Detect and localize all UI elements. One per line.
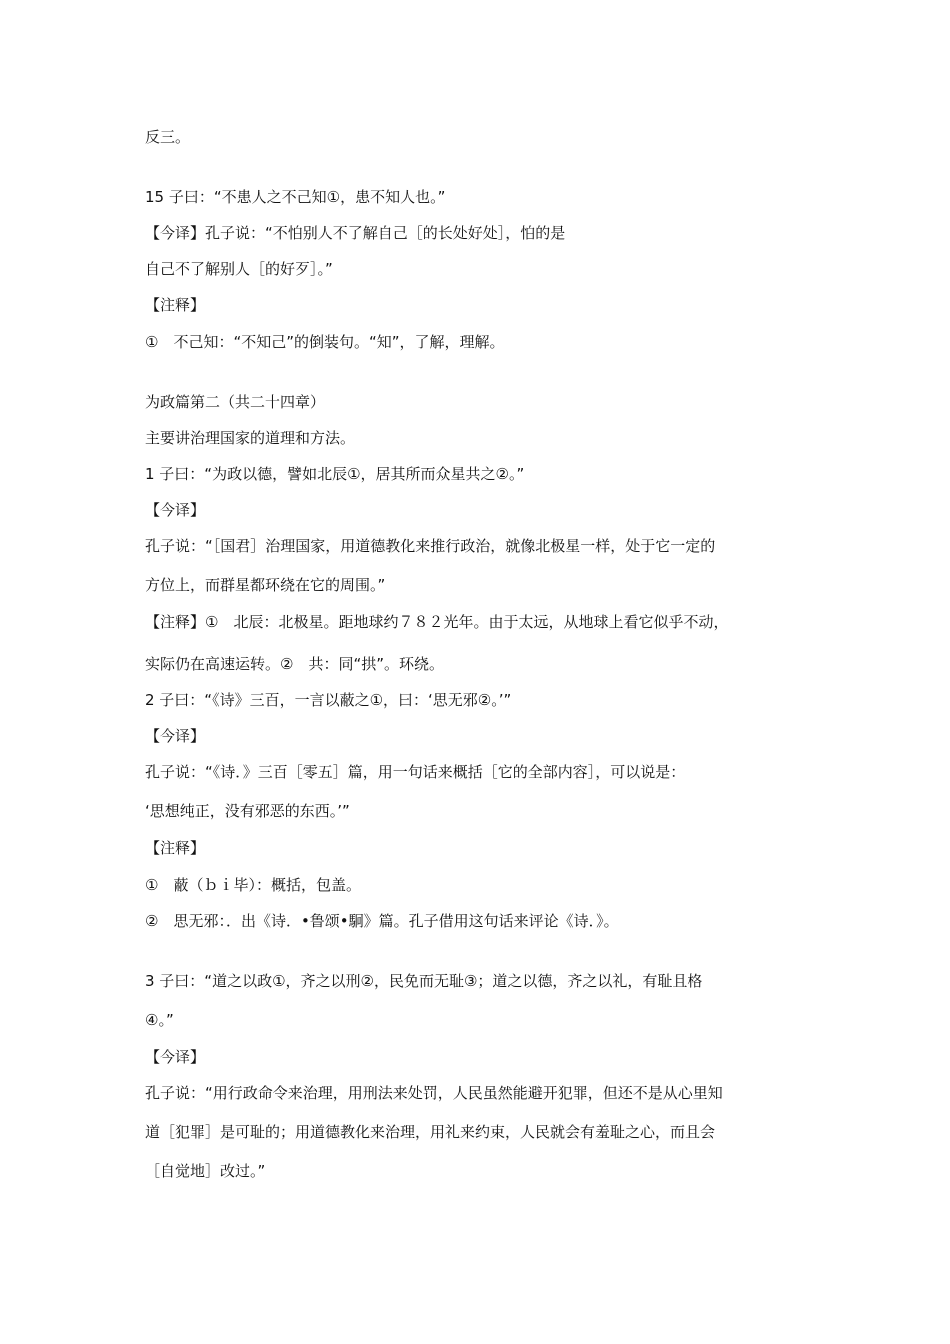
text-line: 【注释】① 北辰：北极星。距地球约７８２光年。由于太远，从地球上看它似乎不动， <box>145 613 729 631</box>
text-line: 孔子说：“《诗．》三百［零五］篇，用一句话来概括［它的全部内容］，可以说是： <box>145 763 686 781</box>
text-line: 【注释】 <box>145 839 206 857</box>
text-line: 道［犯罪］是可耻的；用道德教化来治理，用礼来约束，人民就会有羞耻之心，而且会 <box>145 1123 716 1141</box>
text-line: ② 思无邪：．出《诗．•鲁颂•駉》篇。孔子借用这句话来评论《诗．》。 <box>145 912 619 930</box>
text-line: 【今译】孔子说：“不怕别人不了解自己［的长处好处］，怕的是 <box>145 224 566 242</box>
text-line: 15 子曰：“不患人之不己知①，患不知人也。” <box>145 188 446 206</box>
text-line: 【今译】 <box>145 1048 206 1066</box>
text-line: 孔子说：“［国君］治理国家，用道德教化来推行政治，就像北极星一样，处于它一定的 <box>145 537 716 555</box>
text-line: ‘思想纯正，没有邪恶的东西。’” <box>145 802 350 820</box>
text-line: ① 蔽（ｂｉ毕）：概括，包盖。 <box>145 876 361 894</box>
text-line: ① 不己知：“不知己”的倒装句。“知”，了解，理解。 <box>145 333 505 351</box>
text-line: ④。” <box>145 1011 174 1029</box>
text-line: 实际仍在高速运转。② 共：同“拱”。环绕。 <box>145 655 444 673</box>
text-line: 1 子曰：“为政以德，譬如北辰①，居其所而众星共之②。” <box>145 465 525 483</box>
text-line: 2 子曰：“《诗》三百，一言以蔽之①，曰：‘思无邪②。’” <box>145 691 512 709</box>
text-line: 孔子说：“用行政命令来治理，用刑法来处罚，人民虽然能避开犯罪，但还不是从心里知 <box>145 1084 723 1102</box>
text-line: 【注释】 <box>145 296 206 314</box>
text-line: 反三。 <box>145 128 191 146</box>
text-line: 主要讲治理国家的道理和方法。 <box>145 429 356 447</box>
text-line: 方位上，而群星都环绕在它的周围。” <box>145 576 386 594</box>
text-line: 【今译】 <box>145 501 206 519</box>
section-title: 为政篇第二（共二十四章） <box>145 393 326 411</box>
text-line: 【今译】 <box>145 727 206 745</box>
text-line: ［自觉地］改过。” <box>145 1162 266 1180</box>
text-line: 自己不了解别人［的好歹］。” <box>145 260 333 278</box>
text-line: 3 子曰：“道之以政①，齐之以刑②，民免而无耻③；道之以德，齐之以礼，有耻且格 <box>145 972 703 990</box>
